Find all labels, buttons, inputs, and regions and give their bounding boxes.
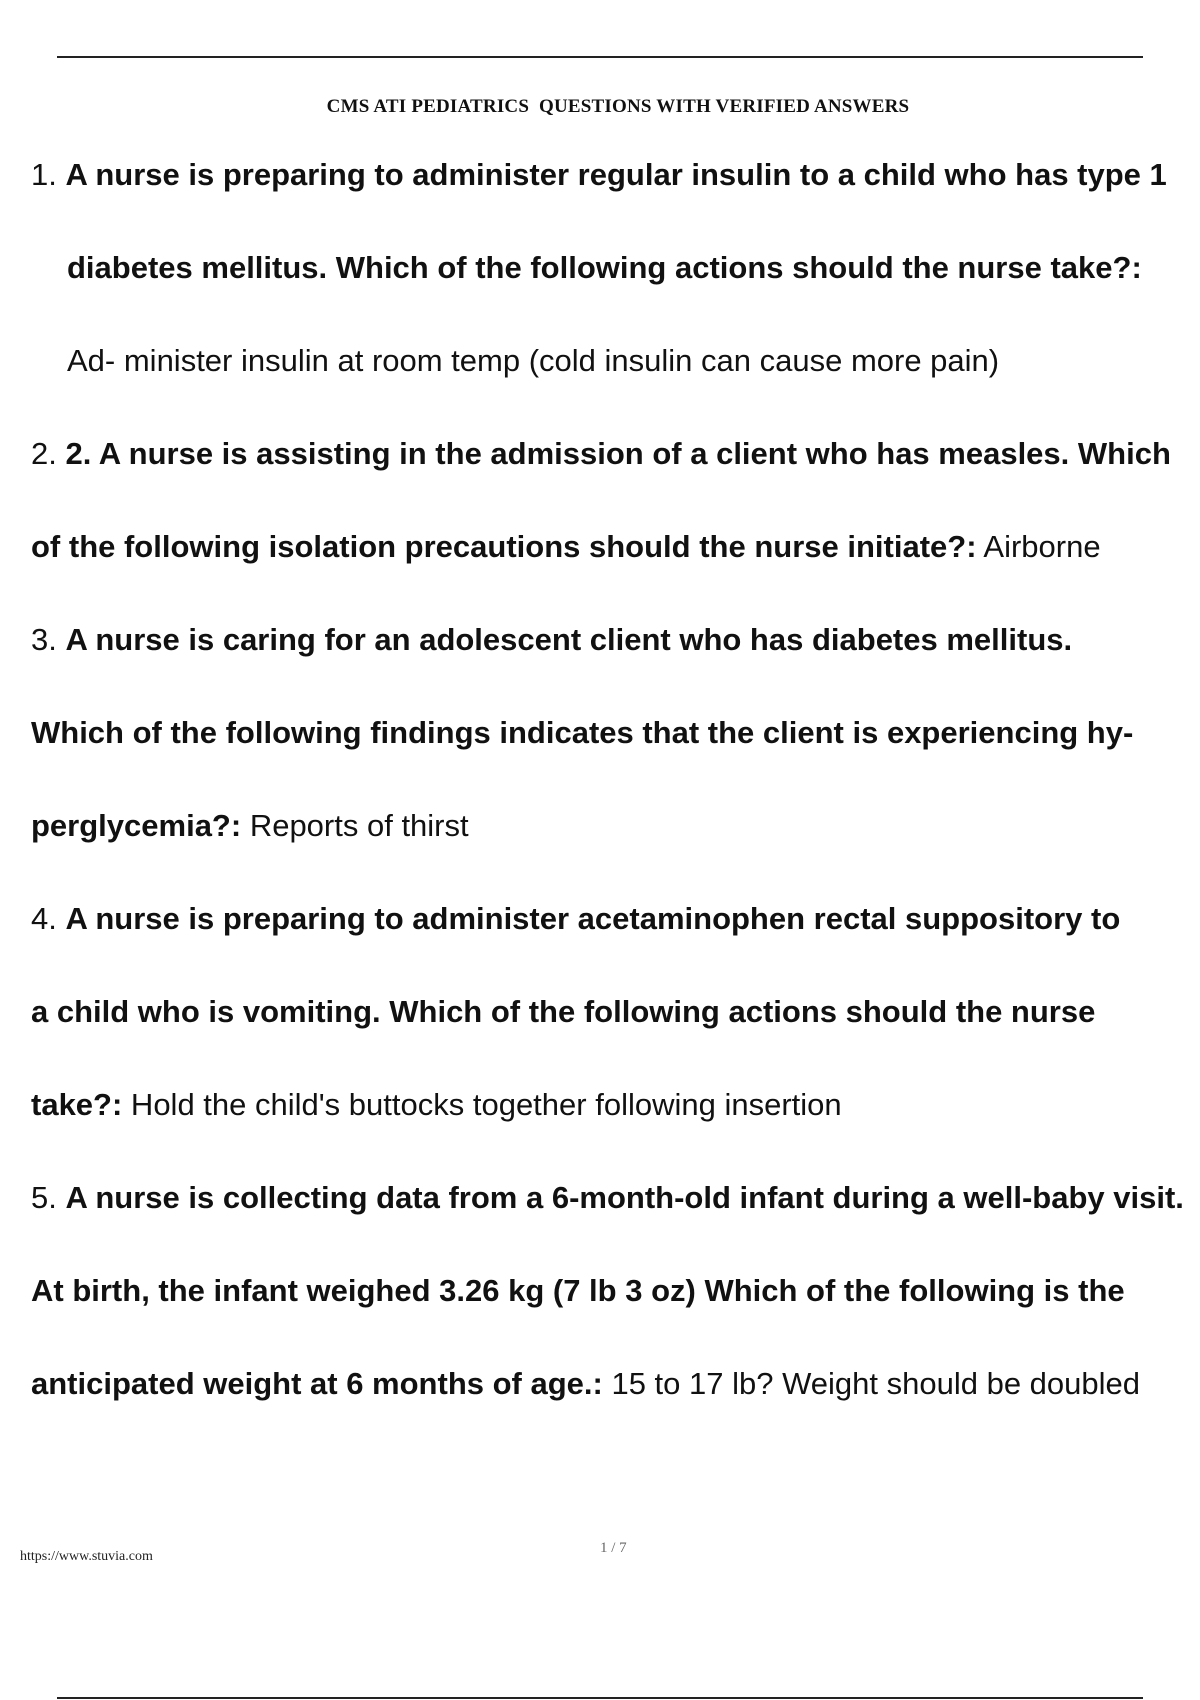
question-4-text-3: take?: [31,1087,123,1122]
question-1-text-1: A nurse is preparing to administer regular insulin to a child who has type 1 [65,157,1167,192]
question-3-line-1 [31,622,1072,658]
question-4-line-3 [31,1087,842,1123]
question-1-line-1 [31,157,1167,193]
question-2-text-1: 2. A nurse is assisting in the admission of a client who has measles. Which [65,436,1171,471]
question-3-number: 3. [31,622,57,657]
question-3-line-3 [31,808,469,844]
question-3-text-2: Which of the following findings indicates that the client is experiencing hy- [31,715,1134,750]
question-5-text-1: A nurse is collecting data from a 6-month-old infant during a well-baby visit. [65,1180,1184,1215]
question-3-line-2 [31,715,1133,751]
answer-5-text: 15 to 17 lb? Weight should be doubled [602,1366,1141,1401]
question-4-number: 4. [31,901,57,936]
footer-url-link[interactable]: https://www.stuvia.com [20,1549,153,1564]
question-1-text-2: diabetes mellitus. Which of the following actions should the nurse take?: [67,250,1142,285]
answer-4-text: Hold the child's buttocks together following insertion [122,1087,842,1122]
answer-2-text: Airborne [976,529,1101,564]
question-5-line-3 [31,1366,1140,1402]
answer-1 [67,343,999,379]
bottom-rule [57,1697,1143,1699]
document-title: CMS ATI PEDIATRICS QUESTIONS WITH VERIFIED ANSWERS [326,96,910,117]
question-1-number: 1. [31,157,57,192]
question-5-number: 5. [31,1180,57,1215]
answer-3-text: Reports of thirst [241,808,469,843]
question-2-line-1 [31,436,1171,472]
question-4-line-2 [31,994,1095,1030]
page-indicator: 1 / 7 [600,1540,627,1556]
question-5-text-3: anticipated weight at 6 months of age.: [31,1366,603,1401]
question-5-line-1 [31,1180,1184,1216]
question-4-text-2: a child who is vomiting. Which of the following actions should the nurse [31,994,1096,1029]
question-2-text-2: of the following isolation precautions should the nurse initiate?: [31,529,977,564]
question-3-text-1: A nurse is caring for an adolescent client who has diabetes mellitus. [65,622,1073,657]
question-3-text-3: perglycemia?: [31,808,242,843]
question-4-line-1 [31,901,1120,937]
question-2-line-2 [31,529,1101,565]
question-5-text-2: At birth, the infant weighed 3.26 kg (7 lb 3 oz) Which of the following is the [31,1273,1125,1308]
top-rule [57,56,1143,58]
question-4-text-1: A nurse is preparing to administer acetaminophen rectal suppository to [65,901,1121,936]
question-2-number: 2. [31,436,57,471]
question-5-line-2 [31,1273,1125,1309]
answer-1-text: Ad- minister insulin at room temp (cold insulin can cause more pain) [67,343,1000,378]
question-1-line-2 [67,250,1142,286]
